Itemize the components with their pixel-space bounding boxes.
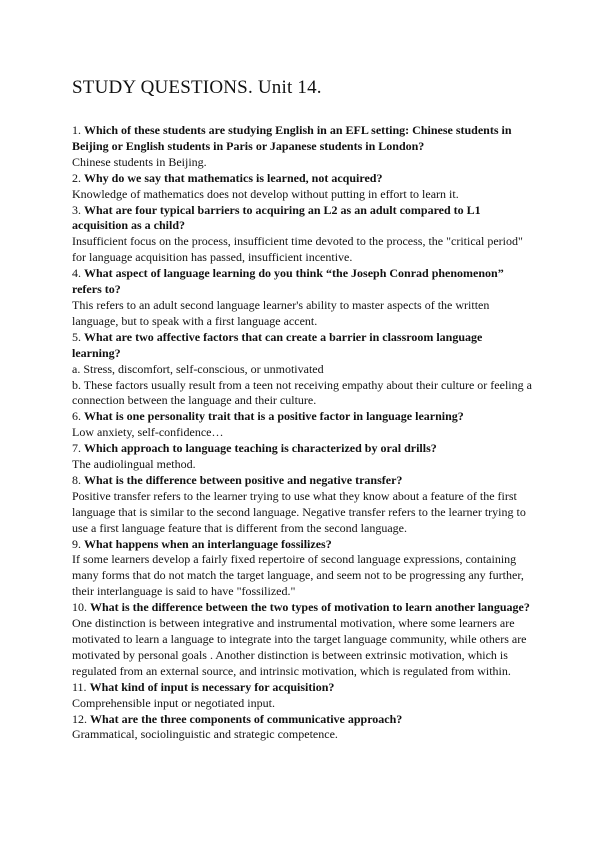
answer-text: This refers to an adult second language learner's ability to master aspects of the written language, but to speak with a first language accent. [72,297,490,328]
question-item [72,330,532,410]
question [72,123,532,155]
question [72,409,532,425]
answer-text: Low anxiety, self-confidence… [72,425,224,440]
question-number: 5. [72,329,84,344]
question-item [72,441,532,473]
question [72,712,532,728]
answer-text: One distinction is between integrative and instrumental motivation, where some learners are motivated to learn a language to integrate into the target language community, while others are motivated by personal goals . Another distinction is between extrinsic motivation, which is regulated from an external source, and intrinsic motivation, which is regulated from within. [72,616,527,678]
question-item [72,171,532,203]
question-text: What are the three components of communicative approach? [90,711,403,726]
question-text: What is one personality trait that is a positive factor in language learning? [84,409,464,424]
answer-text: The audiolingual method. [72,457,196,472]
question-number: 12. [72,711,90,726]
question-number: 1. [72,123,84,137]
answer-text: Chinese students in Beijing. [72,154,207,169]
question-number: 10. [72,600,90,615]
question-item [72,266,532,330]
answer-text: a. Stress, discomfort, self-conscious, or unmotivated [72,361,324,376]
question-item [72,600,532,680]
question-text: What aspect of language learning do you think “the Joseph Conrad phenomenon” refers to? [72,266,504,297]
page-title: STUDY QUESTIONS. Unit 14. [72,77,322,98]
answer-text: Knowledge of mathematics does not develop without putting in effort to learn it. [72,186,459,201]
question-text: Which of these students are studying English in an EFL setting: Chinese students in Beijing or English students in Paris or Japanese students in London? [72,123,512,153]
answer-text: Grammatical, sociolinguistic and strategic competence. [72,727,338,742]
answer-text: b. These factors usually result from a teen not receiving empathy about their culture or feeling a connection between the language and their culture. [72,377,532,408]
answer-text: If some learners develop a fairly fixed repertoire of second language expressions, containing many forms that do not match the target language, and seem not to be progressing any further, their interlanguage is said to have "fossilized." [72,552,524,599]
question-text: Which approach to language teaching is characterized by oral drills? [84,441,437,456]
question-number: 7. [72,441,84,456]
question [72,266,532,298]
question-item [72,680,532,712]
question-number: 3. [72,202,84,217]
question [72,441,532,457]
question-item [72,123,532,171]
question-item [72,712,532,744]
question [72,330,532,362]
question-text: What happens when an interlanguage fossilizes? [84,536,332,551]
question [72,171,532,187]
question-item [72,409,532,441]
question-number: 6. [72,409,84,424]
question-number: 9. [72,536,84,551]
question-number: 11. [72,679,90,694]
question-item [72,537,532,601]
question-text: What is the difference between positive and negative transfer? [84,472,403,487]
question-text: What are two affective factors that can create a barrier in classroom language learning? [72,329,483,360]
question-number: 8. [72,472,84,487]
question-item [72,473,532,537]
question [72,203,532,235]
question-item [72,203,532,267]
answer-text: Positive transfer refers to the learner trying to use what they know about a feature of the first language that is similar to the second language. Negative transfer refers to the learner trying to use a first language feature that is different from the second language. [72,488,526,535]
answer-text: Insufficient focus on the process, insufficient time devoted to the process, the "critical period" for language acquisition has passed, insufficient incentive. [72,234,523,265]
question-text: What is the difference between the two types of motivation to learn another language? [90,600,530,615]
question-list [72,123,532,743]
question [72,680,532,696]
question-text: What are four typical barriers to acquiring an L2 as an adult compared to L1 acquisition as a child? [72,202,481,233]
question-text: What kind of input is necessary for acquisition? [89,679,335,694]
question [72,537,532,553]
question [72,473,532,489]
question-number: 2. [72,170,84,185]
question [72,600,532,616]
answer-text: Comprehensible input or negotiated input. [72,695,275,710]
question-text: Why do we say that mathematics is learned, not acquired? [84,170,383,185]
document-page [72,0,532,743]
question-number: 4. [72,266,84,281]
